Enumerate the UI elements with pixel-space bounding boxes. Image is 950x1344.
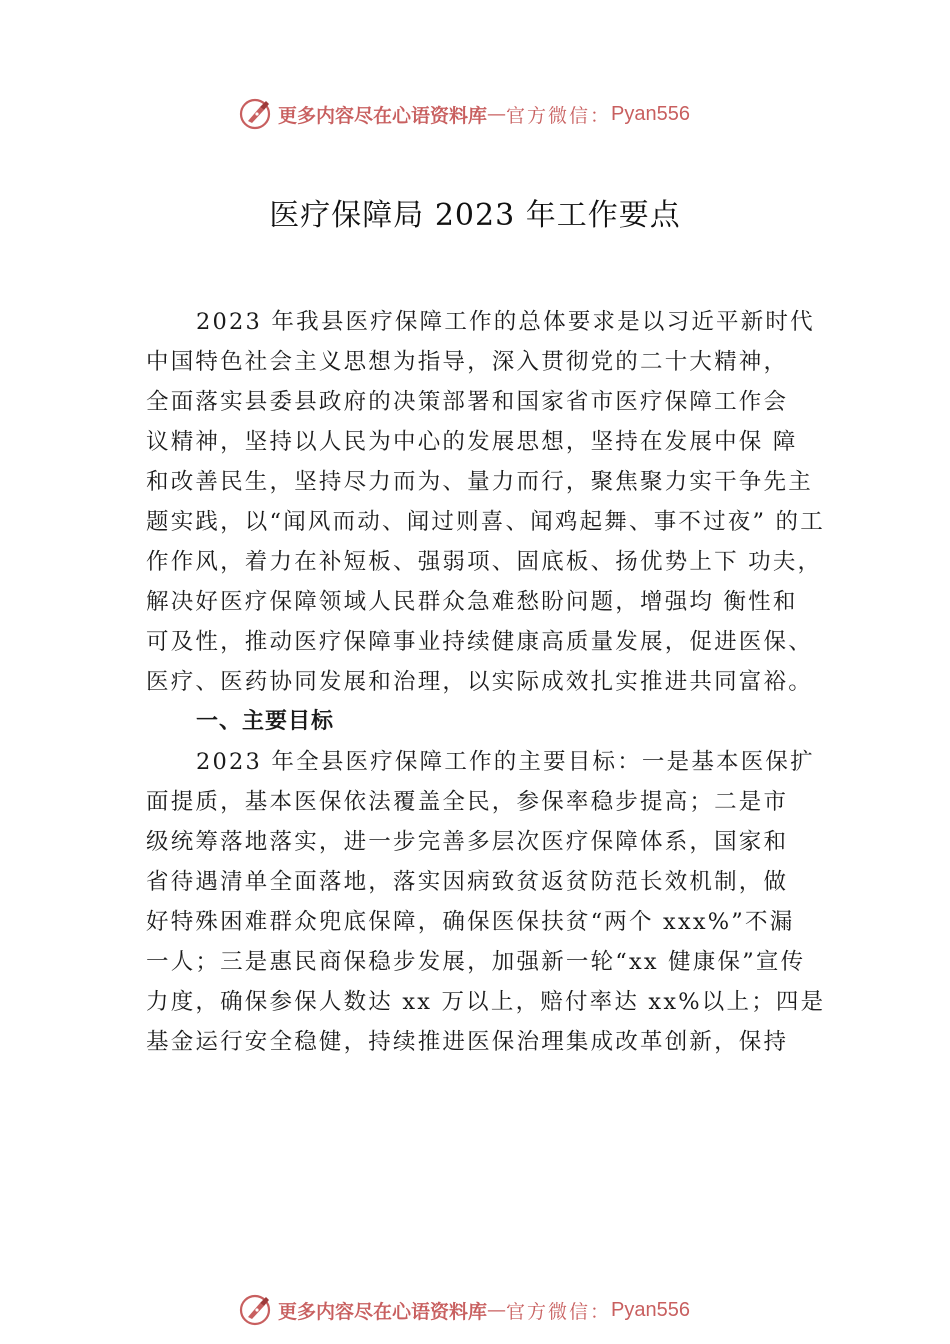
document-body [146, 302, 836, 1062]
footer-watermark [238, 1292, 690, 1328]
watermark-separator: — [487, 1299, 507, 1321]
paragraph-line: 2023 年我县医疗保障工作的总体要求是以习近平新时代 [196, 309, 815, 335]
paragraph-line: 可及性，推动医疗保障事业持续健康高质量发展，促进医保、 [146, 629, 813, 655]
paragraph-line: 好特殊困难群众兜底保障，确保医保扶贫“两个 xxx%”不漏 [146, 909, 795, 935]
watermark-account: Pyan556 [611, 102, 690, 125]
paragraph-line: 力度，确保参保人数达 xx 万以上，赔付率达 xx%以上；四是 [146, 989, 826, 1015]
watermark-main-text: 更多内容尽在心语资料库 [278, 1300, 488, 1323]
paragraph-line: 题实践，以“闻风而动、闻过则喜、闻鸡起舞、事不过夜” 的工 [146, 509, 825, 535]
paragraph-line: 级统筹落地落实，进一步完善多层次医疗保障体系，国家和 [146, 829, 789, 855]
header-watermark [238, 96, 690, 132]
paragraph-line: 解决好医疗保障领域人民群众急难愁盼问题，增强均 衡性和 [146, 589, 798, 615]
watermark-label: 官方微信： [506, 1300, 612, 1323]
paragraph-line: 一人；三是惠民商保稳步发展，加强新一轮“xx 健康保”宣传 [146, 949, 806, 975]
paragraph-main-goals [146, 742, 836, 1062]
watermark-label: 官方微信： [506, 104, 612, 127]
section-heading-main-goals: 一、主要目标 [196, 709, 335, 734]
paragraph-line: 中国特色社会主义思想为指导，深入贯彻党的二十大精神， [146, 349, 789, 375]
paragraph-line: 和改善民生，坚持尽力而为、量力而行，聚焦聚力实干争先主 [146, 469, 813, 495]
watermark-account: Pyan556 [611, 1298, 690, 1321]
paragraph-line: 省待遇清单全面落地，落实因病致贫返贫防范长效机制，做 [146, 869, 789, 895]
paragraph-line: 全面落实县委县政府的决策部署和国家省市医疗保障工作会 [146, 389, 789, 415]
paragraph-line: 2023 年全县医疗保障工作的主要目标：一是基本医保扩 [196, 749, 815, 775]
watermark-main-text: 更多内容尽在心语资料库 [278, 104, 488, 127]
paragraph-line: 面提质，基本医保依法覆盖全民，参保率稳步提高；二是市 [146, 789, 789, 815]
paragraph-line: 基金运行安全稳健，持续推进医保治理集成改革创新，保持 [146, 1029, 789, 1055]
paragraph-line: 议精神，坚持以人民为中心的发展思想，坚持在发展中保 障 [146, 429, 798, 455]
paragraph-general-requirements [146, 302, 836, 702]
paragraph-line: 医疗、医药协同发展和治理，以实际成效扎实推进共同富裕。 [146, 669, 813, 695]
paragraph-line: 作作风，着力在补短板、强弱项、固底板、扬优势上下 功夫， [146, 549, 823, 575]
pen-nib-logo-icon [238, 96, 274, 132]
document-title: 医疗保障局 2023 年工作要点 [269, 198, 681, 233]
pen-nib-logo-icon [238, 1292, 274, 1328]
watermark-separator: — [487, 103, 507, 125]
